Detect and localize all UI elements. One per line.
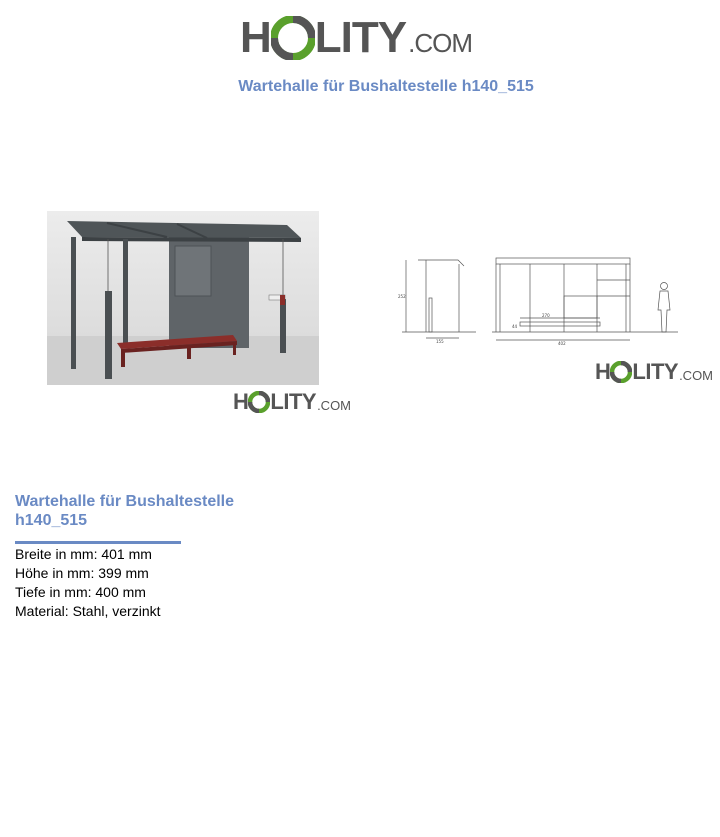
logo-com: .COM (679, 367, 714, 383)
logo-letter-h: H (595, 359, 611, 384)
logo-letters-lity: LITY (314, 13, 407, 62)
logo-letter-h: H (233, 389, 249, 414)
dim-depth: 155 (436, 339, 444, 344)
product-title (15, 492, 255, 530)
spec-width: Breite in mm: 401 mm (15, 546, 152, 562)
holity-logo-small (233, 389, 351, 415)
dim-width: 402 (558, 341, 566, 346)
logo-com: .COM (317, 397, 352, 413)
title-divider (15, 541, 181, 544)
logo-swirl-icon (248, 391, 270, 413)
logo-swirl-icon (610, 361, 632, 383)
product-title-line2: h140_515 (15, 512, 88, 529)
page-title: Wartehalle für Bushaltestelle h140_515 (238, 78, 534, 95)
product-title-line1: Wartehalle für Bushaltestelle (15, 493, 235, 510)
dim-seat: 44 (512, 324, 518, 329)
logo-com: .COM (408, 27, 472, 58)
logo-letter-h: H (240, 13, 271, 62)
holity-logo-small (595, 359, 713, 385)
logo-letters-lity: LITY (270, 389, 317, 414)
logo-swirl-icon (271, 16, 315, 60)
spec-material: Material: Stahl, verzinkt (15, 603, 161, 619)
technical-drawing (396, 246, 686, 346)
product-photo (47, 211, 319, 385)
spec-depth: Tiefe in mm: 400 mm (15, 584, 146, 600)
spec-list (15, 545, 161, 621)
spec-height: Höhe in mm: 399 mm (15, 565, 149, 581)
dim-height: 252 (398, 294, 406, 299)
dim-bench: 270 (542, 313, 550, 318)
holity-logo[interactable] (240, 12, 472, 64)
logo-letters-lity: LITY (632, 359, 679, 384)
